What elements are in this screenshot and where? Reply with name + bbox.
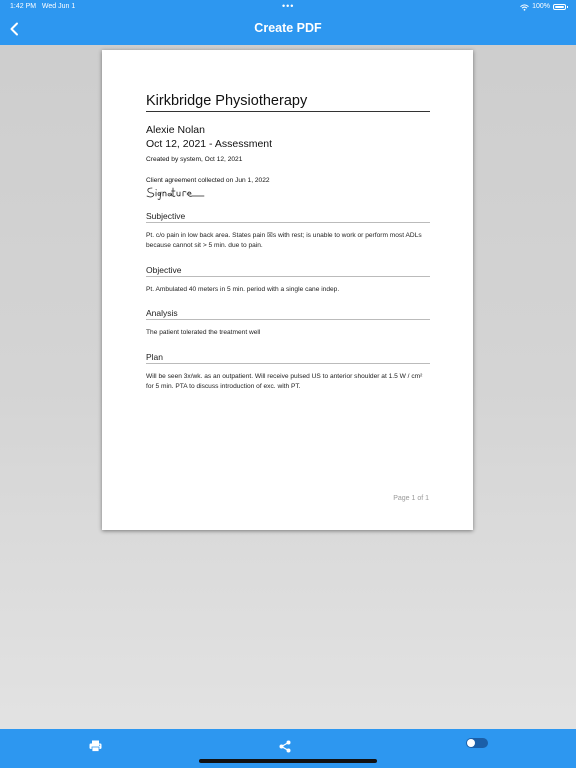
top-navigation-bar	[0, 0, 576, 45]
wifi-icon	[520, 4, 529, 11]
created-by-text: Created by system, Oct 12, 2021	[146, 156, 243, 163]
battery-icon	[553, 4, 566, 10]
print-button[interactable]	[87, 738, 103, 754]
client-name: Alexie Nolan	[146, 124, 205, 136]
section-body-analysis: The patient tolerated the treatment well	[146, 329, 261, 336]
section-body-objective: Pt. Ambulated 40 meters in 5 min. period with a single cane indep.	[146, 286, 340, 293]
pdf-page-preview	[102, 50, 473, 530]
page-title: Create PDF	[254, 21, 322, 35]
multitasking-dots-icon[interactable]: •••	[282, 1, 295, 11]
section-body-plan: Will be seen 3x/wk. as an outpatient. Will receive pulsed US to anterior shoulder at 1.5 W / cm² for 5 min. PTA to discuss introduction of exc. with PT.	[146, 373, 423, 390]
settings-toggle-switch[interactable]	[466, 738, 488, 748]
signature-image	[146, 184, 206, 200]
battery-percent: 100%	[532, 3, 550, 10]
section-body-subjective: Pt. c/o pain in low back area. States pain ☒s with rest; is unable to work or perform most ADLs because cannot sit > 5 min. due to pain.	[146, 232, 422, 249]
visit-title: Oct 12, 2021 - Assessment	[146, 138, 273, 150]
section-heading-objective: Objective	[146, 265, 430, 277]
status-right	[520, 0, 566, 14]
home-indicator[interactable]	[199, 759, 377, 763]
status-time: 1:42 PM Wed Jun 1	[10, 3, 76, 10]
section-heading-analysis: Analysis	[146, 308, 430, 320]
share-button[interactable]	[277, 738, 293, 754]
section-heading-plan: Plan	[146, 352, 430, 364]
agreement-text: Client agreement collected on Jun 1, 2022	[146, 177, 270, 184]
section-heading-subjective: Subjective	[146, 211, 430, 223]
share-icon	[279, 740, 291, 753]
page-indicator: Page 1 of 1	[393, 495, 429, 502]
status-bar	[0, 0, 576, 14]
clinic-name: Kirkbridge Physiotherapy	[146, 93, 430, 112]
print-icon	[89, 740, 102, 752]
